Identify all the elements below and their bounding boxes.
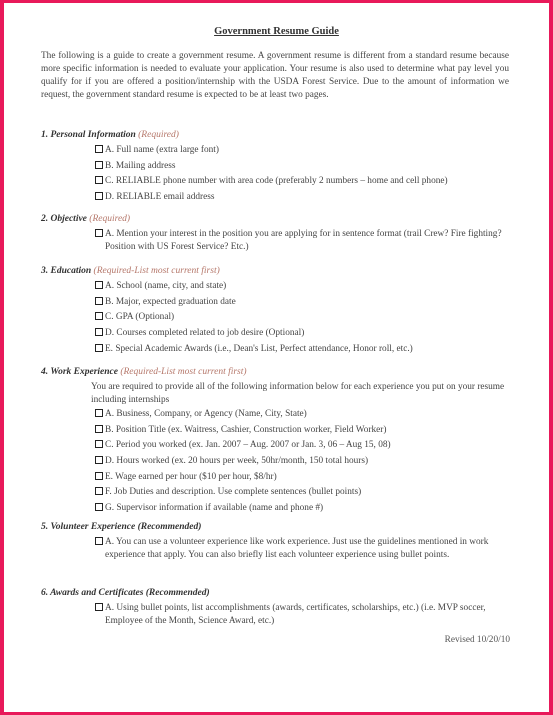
checklist-item: B. Mailing address	[41, 160, 511, 173]
checklist-item: A. Full name (extra large font)	[41, 144, 511, 157]
document-title: Government Resume Guide	[214, 26, 339, 37]
section-objective	[41, 212, 511, 257]
checklist-item: B. Position Title (ex. Waitress, Cashier, Construction worker, Field Worker)	[41, 424, 511, 437]
section-work-experience	[41, 365, 511, 518]
section-heading: 5. Volunteer Experience (Recommended)	[41, 522, 202, 532]
checklist-item: G. Supervisor information if available (name and phone #)	[41, 502, 511, 515]
checklist-item: D. RELIABLE email address	[41, 191, 511, 204]
checklist-item: A. Mention your interest in the position you are applying for in sentence format (trail Crew? Fire fighting? Position with US Forest Service? Etc.)	[41, 228, 511, 254]
section-education	[41, 264, 511, 358]
checkbox[interactable]	[95, 161, 103, 169]
checklist-item: A. Business, Company, or Agency (Name, City, State)	[41, 408, 511, 421]
section-heading: 4. Work Experience	[41, 367, 118, 377]
checklist-item: E. Wage earned per hour ($10 per hour, $8/hr)	[41, 471, 511, 484]
checkbox[interactable]	[95, 297, 103, 305]
intro-paragraph: The following is a guide to create a government resume. A government resume is different from a standard resume because more specific information is needed to evaluate your application. Your resume is also used to determine what pay level you qualify for if you are offered a position/internship with the USDA Forest Service. Due to the amount of information we request, the government standard resume is expected to be at least two pages.	[41, 51, 509, 100]
checkbox[interactable]	[95, 503, 103, 511]
checkbox[interactable]	[95, 487, 103, 495]
checklist-item: E. Special Academic Awards (i.e., Dean's List, Perfect attendance, Honor roll, etc.)	[41, 343, 511, 356]
section-volunteer-experience	[41, 520, 511, 565]
document-page	[4, 3, 549, 712]
checkbox[interactable]	[95, 229, 103, 237]
checkbox[interactable]	[95, 312, 103, 320]
section-personal-information	[41, 128, 511, 207]
checkbox[interactable]	[95, 176, 103, 184]
checkbox[interactable]	[95, 409, 103, 417]
section-awards-certificates	[41, 586, 511, 631]
revision-date: Revised 10/20/10	[444, 635, 510, 645]
checklist-item: B. Major, expected graduation date	[41, 296, 511, 309]
checklist-item: C. Period you worked (ex. Jan. 2007 – Aug. 2007 or Jan. 3, 06 – Aug 15, 08)	[41, 439, 511, 452]
section-requirement: (Required-List most current first)	[120, 367, 247, 377]
section-requirement: (Required)	[138, 130, 179, 140]
section-heading: 2. Objective	[41, 214, 87, 224]
checklist-item: A. You can use a volunteer experience like work experience. Just use the guidelines mentioned in work experience that apply. You can also briefly list each volunteer experience using bullet points.	[41, 536, 511, 562]
section-requirement: (Required)	[89, 214, 131, 224]
checklist-item: C. GPA (Optional)	[41, 311, 511, 324]
section-heading: 6. Awards and Certificates (Recommended)	[41, 588, 210, 598]
section-requirement: (Required-List most current first)	[93, 266, 220, 276]
checkbox[interactable]	[95, 192, 103, 200]
checkbox[interactable]	[95, 537, 103, 545]
section-heading: 1. Personal Information	[41, 130, 136, 140]
checklist-item: C. RELIABLE phone number with area code (preferably 2 numbers – home and cell phone)	[41, 175, 511, 188]
checklist-item: A. School (name, city, and state)	[41, 280, 511, 293]
section-heading: 3. Education	[41, 266, 92, 276]
checklist-item: D. Hours worked (ex. 20 hours per week, 50hr/month, 150 total hours)	[41, 455, 511, 468]
checkbox[interactable]	[95, 344, 103, 352]
checkbox[interactable]	[95, 281, 103, 289]
checkbox[interactable]	[95, 456, 103, 464]
section-note: You are required to provide all of the following information below for each experience you put on your resume including internships	[91, 382, 505, 405]
checkbox[interactable]	[95, 440, 103, 448]
checklist-item: A. Using bullet points, list accomplishments (awards, certificates, scholarships, etc.) (i.e. MVP soccer, Employee of the Month, Science Award, etc.)	[41, 602, 511, 628]
checkbox[interactable]	[95, 145, 103, 153]
checklist-item: F. Job Duties and description. Use complete sentences (bullet points)	[41, 486, 511, 499]
checkbox[interactable]	[95, 328, 103, 336]
checkbox[interactable]	[95, 425, 103, 433]
checkbox[interactable]	[95, 472, 103, 480]
checkbox[interactable]	[95, 603, 103, 611]
checklist-item: D. Courses completed related to job desire (Optional)	[41, 327, 511, 340]
